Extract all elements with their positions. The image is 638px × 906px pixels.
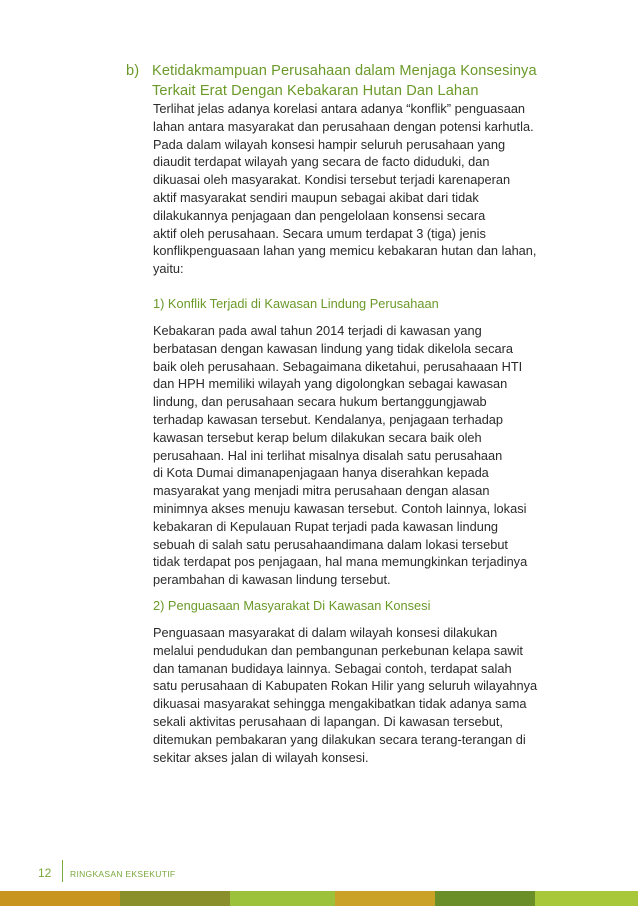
section-b-title-line2: Terkait Erat Dengan Kebakaran Hutan Dan Lahan — [152, 83, 479, 99]
text-line: konflikpenguasaan lahan yang memicu kebakaran hutan dan lahan, — [153, 243, 537, 259]
page-number: 12 — [38, 866, 52, 880]
text-line: sekitar akses jalan di wilayah konsesi. — [153, 749, 369, 765]
text-line: ditemukan pembakaran yang dilakukan secara terang-terangan di — [153, 731, 526, 747]
subsection-2-paragraph — [153, 624, 573, 766]
text-line: aktif masyarakat sendiri maupun sebagai akibat dari tidak — [153, 189, 479, 205]
bottom-color-bar — [0, 891, 638, 906]
text-line: yaitu: — [153, 261, 184, 277]
text-line: Penguasaan masyarakat di dalam wilayah konsesi dilakukan — [153, 625, 498, 640]
text-line: masyarakat yang menjadi mitra perusahaan dengan alasan — [153, 483, 490, 499]
text-line: berbatasan dengan kawasan lindung yang tidak dikelola secara — [153, 340, 513, 356]
bar-segment — [535, 891, 638, 906]
intro-paragraph — [153, 100, 573, 278]
text-line: di Kota Dumai dimanapenjagaan hanya diserahkan kepada — [153, 465, 489, 481]
bar-segment — [435, 891, 535, 906]
text-line: terhadap kawasan tersebut. Kendalanya, penjagaan terhadap — [153, 411, 504, 427]
text-line: dan HPH memiliki wilayah yang digolongkan sebagai kawasan — [153, 376, 508, 392]
bar-segment — [230, 891, 335, 906]
text-line: sekali aktivitas perusahaan di lapangan. Di kawasan tersebut, — [153, 713, 503, 729]
subsection-1-paragraph — [153, 322, 573, 589]
footer-label: RINGKASAN EKSEKUTIF — [70, 869, 176, 879]
text-line: dikuasai oleh masyarakat. Kondisi tersebut terjadi karenaperan — [153, 172, 511, 188]
text-line: lahan antara masyarakat dan perusahaan dengan potensi karhutla. — [153, 118, 534, 134]
text-line: Pada dalam wilayah konsesi hampir seluruh perusahaan yang — [153, 136, 506, 152]
text-line: sebuah di salah satu perusahaandimana dalam lokasi tersebut — [153, 536, 508, 552]
footer-divider — [62, 860, 63, 882]
section-b-title-line1: b) Ketidakmampuan Perusahaan dalam Menjaga Konsesinya — [126, 63, 537, 79]
text-line: perambahan di kawasan lindung tersebut. — [153, 572, 391, 588]
text-line: satu perusahaan di Kabupaten Rokan Hilir yang seluruh wilayahnya — [153, 678, 538, 694]
text-line: dilakukannya penjagaan dan pengelolaan konsensi secara — [153, 207, 486, 223]
text-line: lindung, dan perusahaan secara hukum bertanggungjawab — [153, 394, 487, 410]
subsection-2-title: 2) Penguasaan Masyarakat Di Kawasan Konsesi — [153, 598, 431, 613]
text-line: baik oleh perusahaan. Sebagaimana diketahui, perusahaaan HTI — [153, 358, 523, 374]
subsection-1-title: 1) Konflik Terjadi di Kawasan Lindung Perusahaan — [153, 296, 439, 311]
text-line: kebakaran di Kepulauan Rupat terjadi pada kawasan lindung — [153, 518, 499, 534]
bar-segment — [335, 891, 435, 906]
text-line: perusahaan. Hal ini terlihat misalnya disalah satu perusahaan — [153, 447, 503, 463]
bar-segment — [0, 891, 120, 906]
text-line: dan tamanan budidaya lainnya. Sebagai contoh, terdapat salah — [153, 660, 512, 676]
text-line: melalui pendudukan dan pembangunan perkebunan kelapa sawit — [153, 642, 523, 658]
section-b-heading — [126, 61, 586, 101]
text-line: tidak terdapat pos penjagaan, hal mana memungkinkan terjadinya — [153, 554, 528, 570]
text-line: dikuasai masyarakat sehingga mengakibatkan tidak adanya sama — [153, 696, 527, 712]
text-line: diaudit terdapat wilayah yang secara de facto diduduki, dan — [153, 154, 490, 170]
text-line: minimnya akses menuju kawasan tersebut. Contoh lainnya, lokasi — [153, 500, 527, 516]
bar-segment — [120, 891, 230, 906]
section-b-marker: b) — [126, 63, 140, 79]
text-line: Terlihat jelas adanya korelasi antara adanya “konflik” penguasaan — [153, 101, 526, 116]
text-line: aktif oleh perusahaan. Secara umum terdapat 3 (tiga) jenis — [153, 225, 486, 241]
text-line: Kebakaran pada awal tahun 2014 terjadi di kawasan yang — [153, 323, 482, 338]
text-line: kawasan tersebut kerap belum dilakukan secara baik oleh — [153, 429, 482, 445]
